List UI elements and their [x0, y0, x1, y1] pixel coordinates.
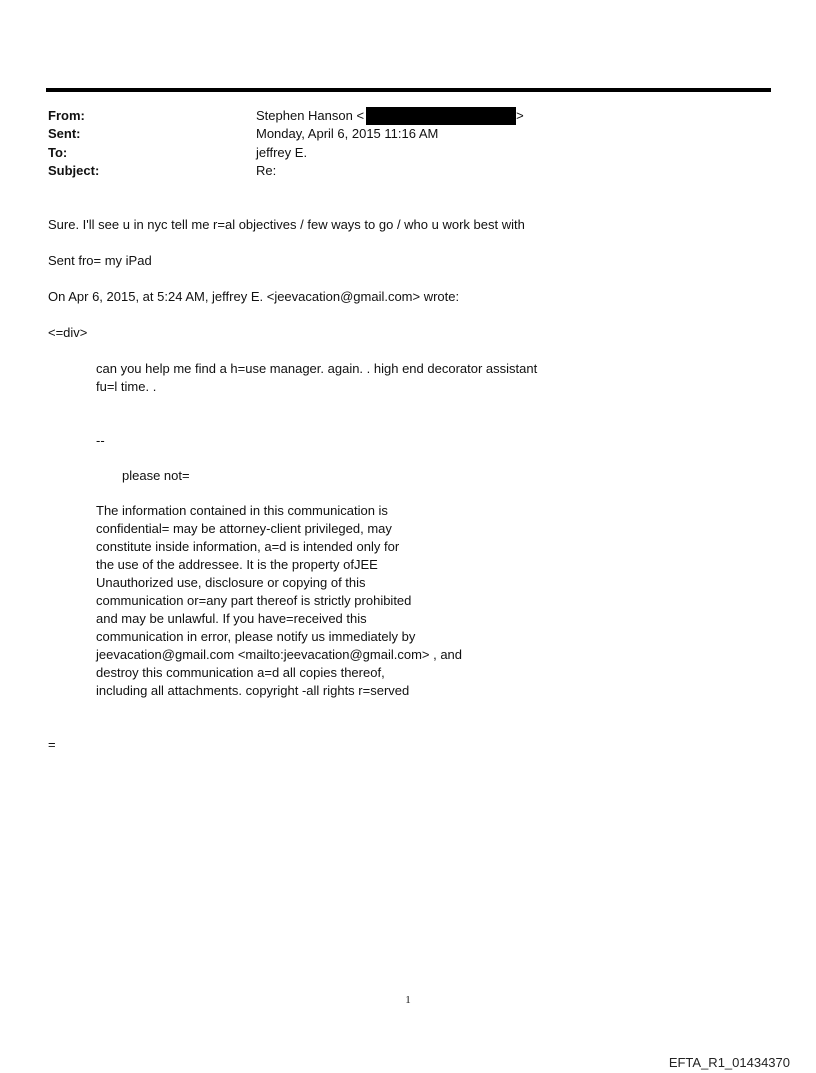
- quoted-line-2: fu=l time. .: [96, 379, 157, 394]
- header-rule: [46, 88, 771, 92]
- page-number: 1: [405, 994, 411, 1006]
- disclaimer-line: Unauthorized use, disclosure or copying of this: [96, 575, 366, 590]
- disclaimer-line: constitute inside information, a=d is intended only for: [96, 539, 400, 554]
- redaction-box: [366, 107, 516, 125]
- disclaimer-line: jeevacation@gmail.com <mailto:jeevacation@gmail.com> , and: [96, 647, 463, 662]
- quote-intro: On Apr 6, 2015, at 5:24 AM, jeffrey E. <jeevacation@gmail.com> wrote:: [48, 289, 460, 304]
- bates-id: EFTA_R1_01434370: [668, 1055, 790, 1070]
- disclaimer-line: and may be unlawful. If you have=received this: [96, 611, 367, 626]
- disclaimer-line: communication or=any part thereof is strictly prohibited: [96, 593, 412, 608]
- disclaimer-line: including all attachments. copyright -all rights r=served: [96, 683, 410, 698]
- disclaimer-line: the use of the addressee. It is the property ofJEE: [96, 557, 378, 572]
- email-header: [0, 0, 816, 178]
- disclaimer-line: The information contained in this communication is: [96, 503, 388, 518]
- from-value: [256, 107, 524, 125]
- to-row: [0, 144, 816, 162]
- to-label: To:: [48, 145, 68, 160]
- disclaimer-line: confidential= may be attorney-client privileged, may: [96, 521, 392, 536]
- subject-label: Subject:: [48, 163, 100, 178]
- from-label: From:: [48, 108, 85, 123]
- from-name: Stephen Hanson <: [256, 108, 365, 123]
- sent-row: [0, 125, 816, 143]
- subject-row: [0, 162, 816, 180]
- quoted-line-1: can you help me find a h=use manager. again. . high end decorator assistant: [96, 361, 538, 376]
- sent-label: Sent:: [48, 126, 81, 141]
- reply-text: Sure. I'll see u in nyc tell me r=al objectives / few ways to go / who u work best with: [48, 217, 525, 232]
- quoted-dashes: --: [96, 433, 105, 448]
- please-note: please not=: [122, 468, 190, 483]
- sent-value: Monday, April 6, 2015 11:16 AM: [256, 126, 439, 141]
- from-row: [0, 107, 816, 125]
- from-tail: >: [516, 108, 524, 123]
- disclaimer-line: destroy this communication a=d all copies thereof,: [96, 665, 385, 680]
- subject-value: Re:: [256, 163, 277, 178]
- disclaimer-block: [96, 502, 462, 700]
- sent-from-signature: Sent fro= my iPad: [48, 253, 152, 268]
- trailing-equals: =: [48, 737, 56, 752]
- to-value: jeffrey E.: [256, 145, 308, 160]
- disclaimer-line: communication in error, please notify us immediately by: [96, 629, 416, 644]
- div-marker: <=div>: [48, 325, 88, 340]
